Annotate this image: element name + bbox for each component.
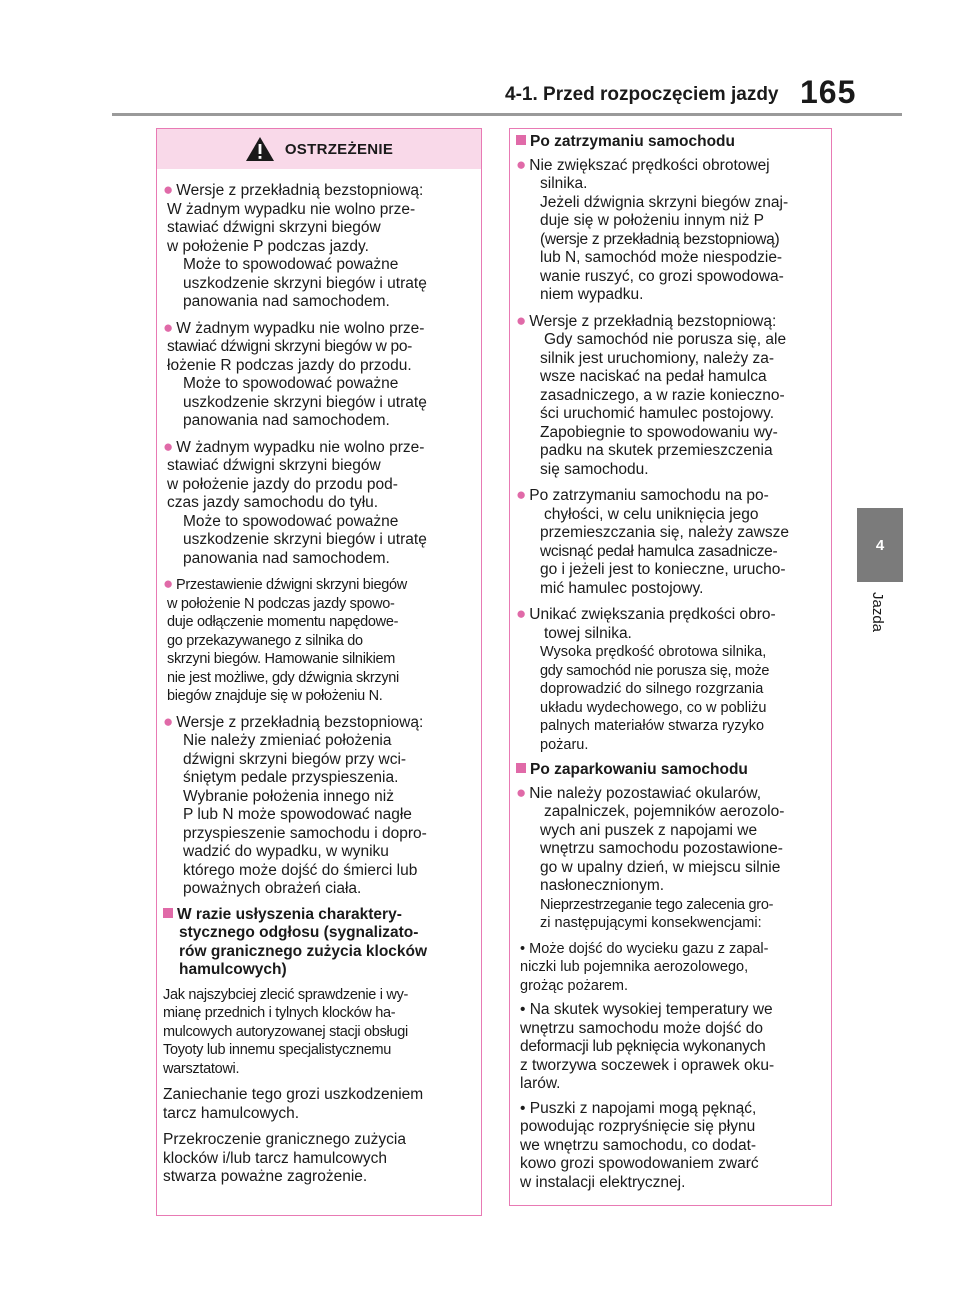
warning-item: ● Wersje z przekładnią bezstopniową: W żadnym wypadku nie wolno prze- stawiać dźwigni skrzyni biegów w położenie P podczas jazdy. Może to spowodować poważne uszkodzenie skrzyni biegów i utratę panowania nad samochodem. xyxy=(163,180,427,310)
section-heading: Po zaparkowaniu samochodu xyxy=(516,761,825,780)
paragraph: Jak najszybciej zlecić sprawdzenie i wy- mianę przednich i tylnych klocków ha- mulcowych autoryzowanej stacji obsługi Toyoty lub innemu specjalistycznemu warsztatowi. xyxy=(163,986,409,1077)
chapter-tab[interactable] xyxy=(857,508,903,582)
bullet-item: • Puszki z napojami mogą pęknąć, powodując rozpryśnięcie się płynu we wnętrzu samochodu, co dodat- kowo grozi spowodowaniem zwarć w instalacji elektrycznej. xyxy=(520,1099,759,1191)
square-bullet-icon xyxy=(516,135,526,145)
warning-header xyxy=(157,129,481,169)
paragraph: Przekroczenie granicznego zużycia klocków i/lub tarcz hamulcowych stwarza poważne zagrożenie. xyxy=(163,1131,406,1185)
warning-title: OSTRZEŻENIE xyxy=(284,140,394,158)
warning-box xyxy=(156,128,482,1216)
bullet-dot-icon: ● xyxy=(516,485,527,504)
bullet-dot-icon: ● xyxy=(163,180,174,199)
warning-item: ● W żadnym wypadku nie wolno prze- stawiać dźwigni skrzyni biegów w położenie jazdy do przodu pod- czas jazdy samochodu do tyłu. Może to spowodować poważne uszkodzenie skrzyni biegów i utratę panowania nad samochodem. xyxy=(163,436,427,567)
warning-item: ● W żadnym wypadku nie wolno prze- stawiać dźwigni skrzyni biegów w po- łożenie R podczas jazdy do przodu. Może to spowodować poważne uszkodzenie skrzyni biegów i utratę panowania nad samochodem. xyxy=(163,317,427,429)
square-bullet-icon xyxy=(516,763,526,773)
bullet-dot-icon: ● xyxy=(163,574,173,593)
bullet-dot-icon: ● xyxy=(516,154,527,174)
chapter-label: Jazda xyxy=(869,592,886,633)
paragraph: Zaniechanie tego grozi uszkodzeniem tarcz hamulcowych. xyxy=(163,1086,424,1122)
page-number: 165 xyxy=(800,74,857,110)
bullet-dot-icon: ● xyxy=(163,317,174,337)
warning-item: ● Przestawienie dźwigni skrzyni biegów w położenie N podczas jazdy spowo- duje odłączenie momentu napędowe- go przekazywanego z silnika do skrzyni biegów. Hamowanie silnikiem nie jest możliwe, gdy dźwignia skrzyni biegów znajduje się w położeniu N. xyxy=(163,574,407,704)
bullet-dot-icon: ● xyxy=(163,436,174,456)
section-heading: Po zatrzymaniu samochodu xyxy=(516,133,825,152)
info-box xyxy=(509,128,832,1206)
warning-triangle-icon xyxy=(245,136,275,162)
bullet-dot-icon: ● xyxy=(516,310,527,330)
info-item: ● Nie należy pozostawiać okularów, zapalniczek, pojemników aerozolo- wych ani puszek z napojami we wnętrzu samochodu pozostawione- go w upalny dzień, w miejscu silnie nasłonecznionym. Nieprzestrzeganie tego zalecenia gro- zi następującymi konsekwencjami: xyxy=(516,782,785,931)
bullet-item: • Może dojść do wycieku gazu z zapal- niczki lub pojemnika aerozolowego, grożąc pożarem. xyxy=(520,940,769,994)
section-title: 4-1. Przed rozpoczęciem jazdy xyxy=(505,84,779,105)
info-item: ● Nie zwiększać prędkości obrotowej silnika. Jeżeli dźwignia skrzyni biegów znaj- duje się w położeniu innym niż P (wersje z przekładnią bezstopniową) lub N, samochód może niespodzie- wanie ruszyć, co grozi spowodowa- niem wypadku. xyxy=(516,154,789,303)
section-heading: W razie usłyszenia charaktery- stycznego odgłosu (sygnalizato- rów granicznego zużycia klocków hamulcowych) xyxy=(163,906,475,980)
info-item: ● Unikać zwiększania prędkości obro- towej silnika. Wysoka prędkość obrotowa silnika, gdy samochód nie porusza się, może doprowadzić do silnego rozgrzania układu wydechowego, co w pobliżu palnych materiałów stwarza ryzyko pożaru. xyxy=(516,604,776,753)
bullet-dot-icon: ● xyxy=(163,711,174,731)
bullet-dot-icon: ● xyxy=(516,782,527,802)
bullet-dot-icon: ● xyxy=(516,604,527,623)
info-item: ● Wersje z przekładnią bezstopniową: Gdy samochód nie porusza się, ale silnik jest uruchomiony, należy za- wsze naciskać na pedał hamulca zasadniczego, a w razie konieczno- ści uruchomić hamulec postojowy. Zapobiegnie to spowodowaniu wy- padku na skutek przemieszczenia się samochodu. xyxy=(516,310,787,478)
warning-item: ● Wersje z przekładnią bezstopniową: Nie należy zmieniać położenia dźwigni skrzyni biegów przy wci- śniętym pedale przyspieszenia. Wybranie położenia innego niż P lub N może spowodować nagłe przyspieszenie samochodu i dopro- wadzić do wypadku, w wyniku którego może dojść do śmierci lub poważnych obrażeń ciała. xyxy=(163,711,427,897)
header-divider xyxy=(112,113,902,116)
bullet-item: • Na skutek wysokiej temperatury we wnętrzu samochodu może dojść do deformacji lub pęknięcia wykonanych z tworzywa soczewek i oprawek oku- larów. xyxy=(520,1001,775,1092)
info-item: ● Po zatrzymaniu samochodu na po- chyłości, w celu uniknięcia jego przemieszczania się, należy zawsze wcisnąć pedał hamulca zasadnicze- go i jeżeli jest to konieczne, urucho- mić hamulec postojowy. xyxy=(516,485,789,597)
square-bullet-icon xyxy=(163,908,173,918)
chapter-number: 4 xyxy=(875,536,885,554)
